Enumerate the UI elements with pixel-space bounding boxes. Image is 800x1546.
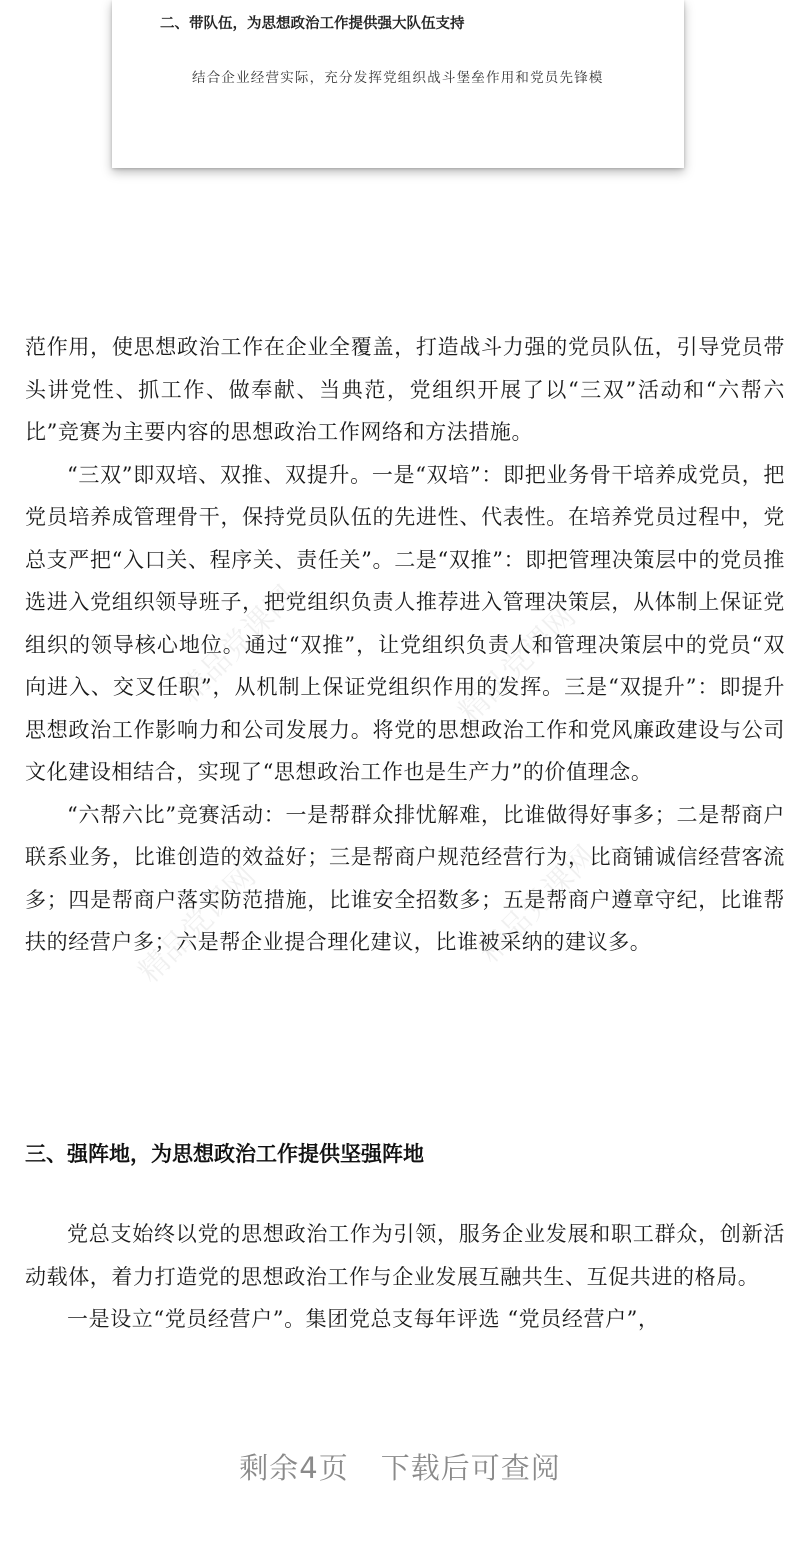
- card-section-heading: 二、带队伍，为思想政治工作提供强大队伍支持: [160, 16, 465, 32]
- watermark: 精品党课网: [472, 839, 603, 970]
- watermark: 精品党课网: [452, 599, 583, 730]
- document-body-section3: [25, 1213, 785, 1341]
- preview-card: [112, 0, 684, 168]
- paragraph: 党总支始终以党的思想政治工作为引领，服务企业发展和职工群众，创新活动载体，着力打造党的思想政治工作与企业发展互融共生、互促共进的格局。: [25, 1222, 785, 1289]
- card-snippet: 结合企业经营实际，充分发挥党组织战斗堡垒作用和党员先锋模: [192, 70, 604, 86]
- paragraph: 一是设立“党员经营户”。集团党总支每年评选 “党员经营户”，: [67, 1307, 660, 1331]
- paragraph: 范作用，使思想政治工作在企业全覆盖，打造战斗力强的党员队伍，引导党员带头讲党性、抓工作、做奉献、当典范，党组织开展了以“三双”活动和“六帮六比”竞赛为主要内容的思想政治工作网络和方法措施。: [25, 335, 785, 444]
- document-body: [25, 326, 785, 964]
- section-heading: 三、强阵地，为思想政治工作提供坚强阵地: [25, 1142, 424, 1166]
- paragraph: “三双”即双培、双推、双提升。一是“双培”：即把业务骨干培养成党员，把党员培养成管理骨干，保持党员队伍的先进性、代表性。在培养党员过程中，党总支严把“入口关、程序关、责任关”。二是“双推”：即把管理决策层中的党员推选进入党组织领导班子，把党组织负责人推荐进入管理决策层，从体制上保证党组织的领导核心地位。通过“双推”，让党组织负责人和管理决策层中的党员“双向进入、交叉任职”，从机制上保证党组织作用的发挥。三是“双提升”：即提升思想政治工作影响力和公司发展力。将党的思想政治工作和党风廉政建设与公司文化建设相结合，实现了“思想政治工作也是生产力”的价值理念。: [25, 462, 785, 784]
- download-label: 下载后可查阅: [380, 1451, 561, 1485]
- watermark: 精品党课网: [172, 579, 303, 710]
- download-prompt[interactable]: [0, 1446, 800, 1487]
- watermark: 精品党课网: [132, 859, 263, 990]
- paragraph: “六帮六比”竞赛活动：一是帮群众排忧解难，比谁做得好事多；二是帮商户联系业务，比谁创造的效益好；三是帮商户规范经营行为，比商铺诚信经营客流多；四是帮商户落实防范措施，比谁安全招数多；五是帮商户遵章守纪，比谁帮扶的经营户多；六是帮企业提合理化建议，比谁被采纳的建议多。: [25, 802, 785, 954]
- remaining-pages-label: 剩余4页: [239, 1451, 349, 1485]
